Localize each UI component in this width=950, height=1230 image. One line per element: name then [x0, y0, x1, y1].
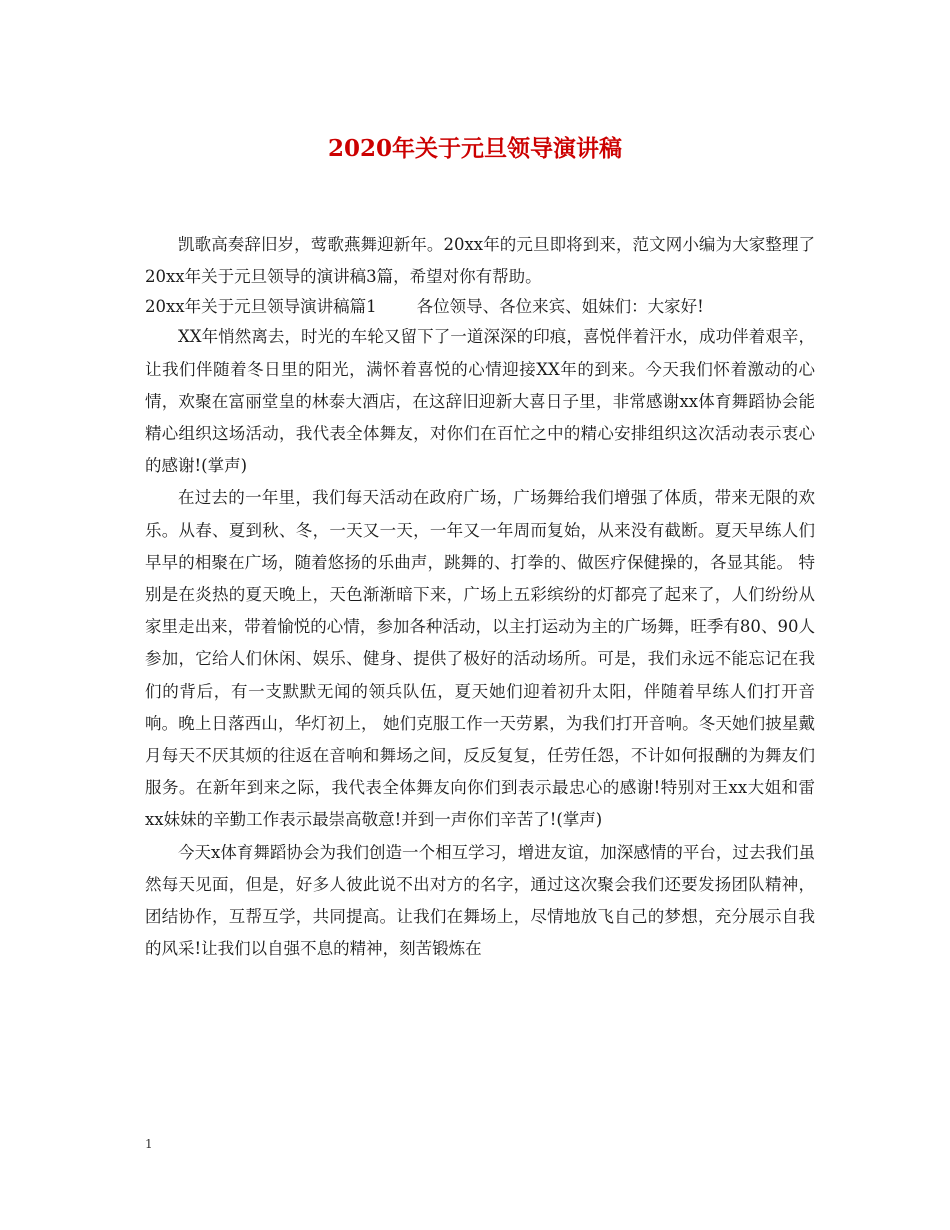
page-number: 1	[145, 1137, 153, 1151]
greeting: 各位领导、各位来宾、姐妹们：大家好!	[416, 297, 704, 317]
section-heading: 20xx年关于元旦领导演讲稿篇1	[145, 297, 377, 317]
body-paragraph-2: 在过去的一年里，我们每天活动在政府广场，广场舞给我们增强了体质，带来无限的欢乐。从春、夏到秋、冬，一天又一天，一年又一年周而复始，从来没有截断。夏天早练人们早早的相聚在广场，随着悠扬的乐曲声，跳舞的、打拳的、做医疗保健操的，各显其能。 特别是在炎热的夏天晚上，天色渐渐暗下来，广场上五彩缤纷的灯都亮了起来了，人们纷纷从家里走出来，带着愉悦的心情，参加各种活动，以主打运动为主的广场舞，旺季有80、90人参加，它给人们休闲、娱乐、健身、提供了极好的活动场所。可是，我们永远不能忘记在我们的背后，有一支默默无闻的领兵队伍，夏天她们迎着初升太阳，伴随着早练人们打开音响。晚上日落西山，华灯初上， 她们克服工作一天劳累，为我们打开音响。冬天她们披星戴月每天不厌其烦的往返在音响和舞场之间，反反复复，任劳任怨，不计如何报酬的为舞友们服务。在新年到来之际，我代表全体舞友向你们到表示最忠心的感谢!特别对王xx大姐和雷xx妹妹的辛勤工作表示最崇高敬意!并到一声你们辛苦了!(掌声)	[145, 488, 815, 830]
document-body	[145, 229, 815, 965]
section-heading-line	[145, 293, 815, 321]
body-paragraph-3: 今天x体育舞蹈协会为我们创造一个相互学习，增进友谊，加深感情的平台，过去我们虽然每天见面，但是，好多人彼此说不出对方的名字，通过这次聚会我们还要发扬团队精神，团结协作，互帮互学，共同提高。让我们在舞场上，尽情地放飞自己的梦想，充分展示自我的风采!让我们以自强不息的精神，刻苦锻炼在	[145, 842, 815, 959]
intro-paragraph: 凯歌高奏辞旧岁，莺歌燕舞迎新年。20xx年的元旦即将到来，范文网小编为大家整理了20xx年关于元旦领导的演讲稿3篇，希望对你有帮助。	[145, 235, 815, 287]
body-paragraph-1: XX年悄然离去，时光的车轮又留下了一道深深的印痕，喜悦伴着汗水，成功伴着艰辛，让我们伴随着冬日里的阳光，满怀着喜悦的心情迎接XX年的到来。今天我们怀着激动的心情，欢聚在富丽堂皇的林泰大酒店，在这辞旧迎新大喜日子里，非常感谢xx体育舞蹈协会能精心组织这场活动，我代表全体舞友，对你们在百忙之中的精心安排组织这次活动表示衷心的感谢!(掌声)	[145, 327, 815, 476]
document-title: 2020年关于元旦领导演讲稿	[327, 135, 622, 162]
